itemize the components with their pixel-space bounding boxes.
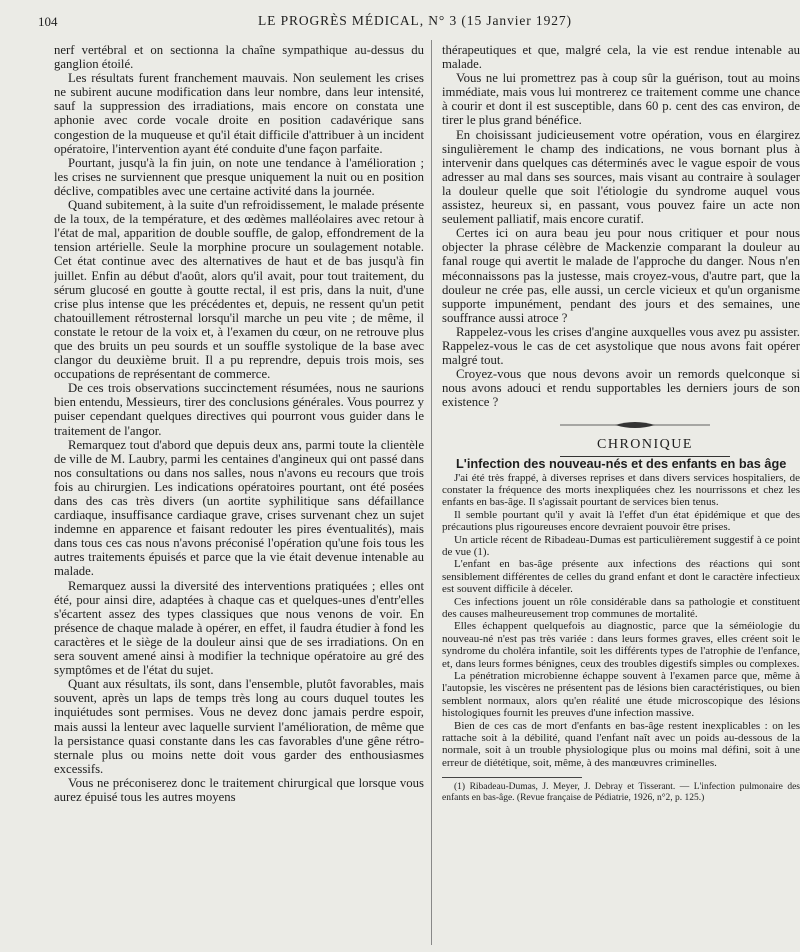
paragraph: De ces trois observations succinctement résumées, nous ne saurions bien entendu, Messieurs, tirer des conclusions générales. Vous pourrez y puiser cependant quelques directives qui pourront vous guider dans le traitement de l'angor. <box>54 381 424 438</box>
paragraph: Certes ici on aura beau jeu pour nous critiquer et pour nous objecter la phrase célèbre de Mackenzie comparant la douleur au fanal rouge qui avertit le malade de l'approche du danger. Nous n'en méconnaissons pas la justesse, mais croyez-vous, d'autre part, que la douleur ne crée pas, elle aussi, un cercle vicieux et qu'un organisme supporte impunément, pendant des jours et des semaines, une souffrance aussi atroce ? <box>442 226 800 325</box>
paragraph: Pourtant, jusqu'à la fin juin, on note une tendance à l'amélioration ; les crises ne surviennent que presque uniquement la nuit ou en position déclive, compatibles avec une certaine activité dans la journée. <box>54 155 424 198</box>
section-title: CHRONIQUE <box>560 437 730 457</box>
footnote: (1) Ribadeau-Dumas, J. Meyer, J. Debray et Tisserant. — L'infection pulmonaire des enfants en bas-âge. (Revue française de Pédiatrie, 1926, n°2, p. 125.) <box>442 782 800 804</box>
running-title: LE PROGRÈS MÉDICAL, N° 3 (15 Janvier 1927) <box>258 13 572 28</box>
paragraph: Les résultats furent franchement mauvais. Non seulement les crises ne subirent aucune modification dans leur nombre, dans leur intensité, sauf la suppression des irradiations, mais encore on constata une aphonie avec corde vocale droite en position cadavérique sans congestion de la muqueuse et qu'il était difficile d'attribuer à un incident opératoire, l'intervention ayant été conduite d'une façon parfaite. <box>54 71 424 156</box>
paragraph: Vous ne lui promettrez pas à coup sûr la guérison, tout au moins immédiate, mais vous lui montrerez ce traitement comme une chance à courir et dont il est susceptible, dans 60 p. cent des cas environ, de tirer le plus grand bénéfice. <box>442 71 800 128</box>
paragraph: Un article récent de Ribadeau-Dumas est particulièrement suggestif à ce point de vue (1). <box>442 533 800 558</box>
article-title: L'infection des nouveau-nés et des enfants en bas âge <box>456 456 787 472</box>
ornament-divider <box>560 419 710 431</box>
paragraph: L'enfant en bas-âge présente aux infections des réactions qui sont sensiblement différentes de celles du grand enfant et dont le caractère infectieux est souvent difficile à déceler. <box>442 558 800 596</box>
footnote-rule <box>442 777 582 778</box>
right-column <box>442 43 800 948</box>
paragraph: Vous ne préconiserez donc le traitement chirurgical que lorsque vous aurez épuisé tous les autres moyens <box>54 775 424 804</box>
paragraph: Elles échappent quelquefois au diagnostic, parce que la séméiologie du nouveau-né n'est pas très variée : dans leurs formes graves, elles créent soit le syndrome du choléra infantile, soit les différents types de l'atrophie de l'enfance, et, dans leurs formes bénignes, ceux des troubles digestifs simples ou complexes. <box>442 620 800 670</box>
paragraph: Remarquez tout d'abord que depuis deux ans, parmi toute la clientèle de ville de M. Laubry, parmi les centaines d'angineux qui ont passé dans nos consultations ou dans nos salles, nous n'avons eu recours que trois fois au chirurgien. Les indications opératoires pourtant, ont été posées dans des cas très divers (un aortite syphilitique sans défaillance cardiaque, insuffisance cardiaque grave, crises survenant chez un sujet indemne en apparence et faisant redouter les pires éventualités), mais dans tous ces cas nous n'avons préconisé l'opération qu'une fois tous les autres traitements épuisés et parce que la vie était devenue intenable au malade. <box>54 437 424 579</box>
left-column <box>54 43 424 948</box>
article-body <box>442 472 800 804</box>
column-divider <box>431 40 432 945</box>
paragraph: Rappelez-vous les crises d'angine auxquelles vous avez pu assister. Rappelez-vous le cas de cet asystolique que nous avons fait opérer malgré tout. <box>442 324 800 368</box>
paragraph: J'ai été très frappé, à diverses reprises et dans divers services hospitaliers, de constater la fréquence des morts inexpliquées chez les nourrissons et chez les enfants en bas-âge. Il s'agissait pourtant de services bien tenus. <box>442 471 800 509</box>
paragraph: Ces infections jouent un rôle considérable dans sa pathologie et constituent des causes malheureusement trop communes de mortalité. <box>442 595 800 620</box>
paragraph: En choisissant judicieusement votre opération, vous en élargirez singulièrement le champ des indications, ne vous bornant plus à intervenir dans quelques cas déterminés avec le vague espoir de vous adresser au mal dans ses sources, mais visant au contraire à soulager la douleur quelle que soit l'étiologie du syndrome auquel vous assistez, heureux si, en passant, vous pouvez faire un acte non seulement palliatif, mais encore curatif. <box>442 127 800 227</box>
paragraph: Quant aux résultats, ils sont, dans l'ensemble, plutôt favorables, mais souvent, après un laps de temps très long au cours duquel toutes les inquiétudes sont permises. Vous ne devez donc jamais perdre espoir, mais aussi la lenteur avec laquelle survient l'amélioration, de même que la persistance quasi constante dans les cas favorables d'une gêne rétro-sternale plus ou moins nette doit vous garder des enthousiasmes excessifs. <box>54 677 424 776</box>
paragraph: nerf vertébral et on sectionna la chaîne sympathique au-dessus du ganglion étoilé. <box>54 43 424 72</box>
paragraph: thérapeutiques et que, malgré cela, la vie est rendue intenable au malade. <box>442 43 800 72</box>
paragraph: Remarquez aussi la diversité des interventions pratiquées ; elles ont été, pour ainsi dire, adaptées à chaque cas et quelques-unes d'entr'elles s'écartent assez des types classiques que nous venons de voir. En présence de chaque malade à opérer, en effet, il faudra étudier à fond les caractères et le siège de la douleur ainsi que de ses irradiations. On en sera souvent amené ainsi à modifier la technique opératoire au gré des symptômes et de l'état du sujet. <box>54 578 424 678</box>
paragraph: Bien de ces cas de mort d'enfants en bas-âge restent inexplicables : on les rattache soit à la débilité, quand l'enfant naît avec un poids au-dessous de la normale, soit à un trouble physiologique plus ou moins mal défini, soit à une erreur de diététique, soit, même, à des manœuvres criminelles. <box>442 719 800 769</box>
page-number: 104 <box>38 14 58 29</box>
paragraph: La pénétration microbienne échappe souvent à l'examen parce que, même à l'autopsie, les viscères ne présentent pas de lésions bien caractéristiques, ou bien semblent normaux, alors qu'en réalité une étude microscopique des lésions histologiques fournit les preuves d'une infection massive. <box>442 670 800 720</box>
paragraph: Il semble pourtant qu'il y avait là l'effet d'un état épidémique et que des précautions plus rigoureuses encore devraient pouvoir être prises. <box>442 508 800 534</box>
paragraph: Quand subitement, à la suite d'un refroidissement, le malade présente de la toux, de la température, et des œdèmes malléolaires avec retour à l'état de mal, apparition de double souffle, de galop, effondrement de la tension artérielle. Seule la morphine procure un soulagement notable. Cet état continue avec des alternatives de haut et de bas jusqu'à fin juillet. Enfin au début d'août, alors qu'il avait, pour tout traitement, du sérum glucosé en goutte à goutte rectal, il est pris, dans la nuit, d'une crise plus intense que les précédentes et, depuis, ne ressent qu'un petit chatouillement rétrosternal lorsqu'il marche un peu vite ; de même, il constate le retour de la voix et, à l'examen du cœur, on ne retrouve plus que des bruits un peu sourds et un souffle systolique de la base avec clangor du deuxième bruit. Il a pu reprendre, depuis trois mois, ses occupations de représentant de commerce. <box>54 198 424 382</box>
paragraph: Croyez-vous que nous devons avoir un remords quelconque si nous avons adouci et rendu supportables les derniers jours de son existence ? <box>442 367 800 410</box>
page-header <box>0 10 800 32</box>
